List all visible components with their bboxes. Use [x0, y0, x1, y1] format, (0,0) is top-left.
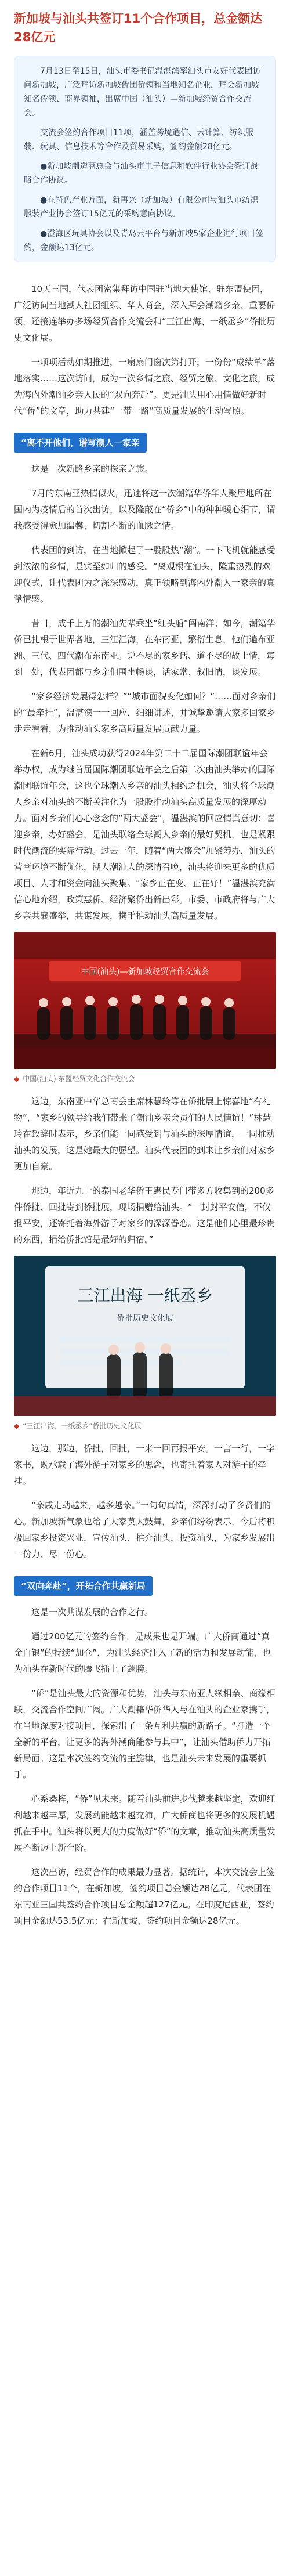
section-heading: “离不开他们，谱写潮人一家亲	[14, 433, 147, 453]
section-heading: “双向奔赴”，开拓合作共赢新局	[14, 1576, 153, 1596]
paragraph: 10天三国，代表团密集拜访中国驻当地大使馆、驻东盟使团，广泛访问当地潮人社团组织、华人商会，深入拜会潮籍乡亲、重要侨领，还接连举办多场经贸合作交流会和“三江出海、一纸丞乡”侨批历史文化展。	[14, 284, 276, 343]
paragraph: 那边，年近九十的泰国老华侨王惠民专门带多方收集到的200多件侨批、回批寄到侨批展，现场捐赠给汕头。“一封封平安信，不仅报平安，还寄托着海外游子对家乡的深深眷恋。这是他们心里最珍贵的东西，捐给侨批馆是最好的归宿。”	[14, 1186, 276, 1245]
paragraph: 一项项活动如期推进，一扇扇门窗次第打开，一份份“成绩单”落地落实……这次访问，成为一次乡情之旅、经贸之旅、文化之旅，成为海内外潮汕乡亲人民的“双向奔赴”。更是汕头用心用情做好新时代“侨”的文章，助力共建“一带一路”高质量发展的生动写照。	[14, 357, 276, 416]
paragraph: 这是一次共谋发展的合作之行。	[31, 1607, 154, 1617]
paragraph: 心系桑梓，“侨”见未来。随着汕头前进步伐越来越坚定，欢迎红利越来越丰厚，发展动能越来越充沛，广大侨商也将更多的发展机遇抓在手中。汕头将以更大的力度做好“侨”的文章，推动汕头高质量发展不断迈上新台阶。	[14, 1794, 276, 1853]
paragraph: “家乡经济发展得怎样？”“城市面貌变化如何？”……面对乡亲们的“最牵挂”，温湛滨一一回应，细细讲述，并诚挚邀请大家多回家乡走走看看，为推动汕头家乡高质量发展贡献力量。	[14, 691, 276, 734]
paragraph: 7月的东南亚热情似火，迅速将这一次潮籍华侨华人聚居地所在国内为疫情后的首次出访，以及隆蔽在“侨乡”中的种种暖心细节，谓我感受得愈加温馨、切割不断的血脉之情。	[14, 488, 276, 531]
summary-bullet: ●在特色产业方面，新再兴（新加坡）有限公司与汕头市纺织服装产业协会签订15亿元的采购意向协议。	[24, 196, 259, 219]
paragraph: “亲戚走动越来，越多越亲。”一句句真情，深深打动了乡贤们的心。新加坡新气象也给了大家莫大鼓舞，乡亲们纷纷表示，今后将积极回家乡投资兴业，宣传汕头、推介汕头，投资汕头，为家乡发展出一份力、尽一份心。	[14, 1500, 276, 1559]
spacer	[0, 262, 290, 281]
paragraph: 在新6月，汕头成功获得2024年第二十二届国际潮团联谊年会举办权，成为继首届国际潮团联谊年会之后第二次由汕头举办的国际潮团联谊年会，这也全球潮人乡亲的汕头相约之机会，汕头将全球潮人乡亲对汕头的不断关注化为一股股推动汕头高质量发展的深厚动力。面对乡亲们心心念念的“两大盛会”，温湛滨的回应情真意切：喜迎乡亲，办好盛会，是汕头联络全球潮人乡亲的最好契机，也是紧跟时代潮流的实际行动。过去一年，随着“两大盛会”加紧筹办，汕头的营商环境不断优化，潮人潮汕人的深情召唤，汕头将迎来更多的优质项目、人才和资金向汕头聚集。“家乡正在变、正在好！”温湛滨充满信心地介绍，政策惠侨、经济聚侨出新出彩。市委、市政府将与广大乡亲共襄盛举，共谋发展，携手推动汕头高质量发展。	[14, 748, 276, 921]
paragraph: 这边，东南亚中华总商会主席林慧玲等在侨批展上惊喜地“有礼物”，“家乡的领导给我们带来了潮汕乡亲会员们的人民情谊！”林慧玲在致辞时表示，乡亲们能一同感受到与汕头的深厚情谊，一同推动汕头的发展，这是她最大的愿望。汕头代表团的到来让乡亲们对家乡更加自豪。	[14, 1096, 276, 1172]
paragraph: 这边，那边，侨批，回批，一来一回再报平安。一言一行，一字家书，既承载了海外游子对家乡的思念，也寄托着家人对游子的牵挂。	[14, 1443, 276, 1486]
banner-text: 中国(汕头)—新加坡经贸合作交流会	[81, 967, 209, 977]
caption-text: “三江出海，一纸丞乡”侨批历史文化展	[23, 1422, 142, 1430]
summary-paragraph: 7月13日至15日，汕头市委书记温湛滨率汕头市友好代表团访问新加坡，广泛拜访新加坡侨团侨领和当地知名企业，拜会新加坡知名侨领、商界领袖，出席中国（汕头）—新加坡经贸合作交流会。	[24, 67, 261, 118]
exhibit-title: 三江出海 一纸丞乡	[77, 1286, 213, 1305]
paragraph: 这是一次新路乡亲的探亲之旅。	[31, 464, 154, 474]
article-title: 新加坡与汕头共签订11个合作项目，总金额达28亿元	[14, 12, 263, 44]
exhibition-photo	[14, 1256, 276, 1416]
caption-bullet-icon: ◆	[14, 1075, 20, 1083]
summary-paragraph: 交流会签约合作项目11项，涵盖跨境通信、云计算、纺织服装、玩具、信息技术等合作及贸易采购，签约金额28亿元。	[24, 128, 253, 151]
figure-1	[14, 932, 276, 1084]
paragraph: 这次出访，经贸合作的成果最为显著。据统计，本次交流会上签约合作项目11个，在新加坡，签约项目总金额达28亿元，代表团在东南亚三国共签约合作项目总金额超127亿元。在印度尼西亚，签约项目金额达53.5亿元；在新加坡，签约项目金额达28亿元。	[14, 1867, 276, 1926]
exhibit-subtitle: 侨批历史文化展	[117, 1314, 173, 1323]
figure-2	[14, 1256, 276, 1431]
event-photo	[14, 932, 276, 1069]
paragraph: 昔日，成千上万的潮汕先辈乘坐“红头船”闯南洋；如今，潮籍华侨已扎根于世界各地，三江汇海，在东南亚，繁衍生息，他们遍布亚洲、三代、四代潮布东南亚。说不尽的家乡话、道不尽的故土情，每到一处，代表团都与乡亲们围坐畅谈，话家常、叙旧情，谈发展。	[14, 618, 276, 677]
figure-caption	[14, 1421, 276, 1431]
paragraph: 代表团的到访，在当地掀起了一股股热“潮”。一下飞机就能感受到浓浓的乡情，是宾至如归的感受。“离观根在汕头，隆重热烈的欢迎仪式，让代表团为之深深感动，真正领略到海内外潮人一家亲的真挚情感。	[14, 545, 276, 604]
figure-caption	[14, 1074, 276, 1084]
paragraph: “侨”是汕头最大的资源和优势。汕头与东南亚人缘相亲、商缘相联，交流合作空间广阔。广大潮籍华侨华人与在汕头的企业家携手，在当地深度对接项目，探索出了一条互利共赢的新路子。“打造一个全新的平台，让更多的海外潮商能参与其中”，让汕头借助侨力开拓新局面。这是本次签约交流的主旋律，也是汕头未来发展的重要抓手。	[14, 1688, 276, 1780]
summary-bullet: ●澄海区玩具协会以及青岛云平台与新加坡5家企业进行项目签约，金额达13亿元。	[24, 229, 264, 252]
summary-bullet: ●新加坡制造商总会与汕头市电子信息和软件行业协会签订战略合作协议。	[24, 162, 259, 185]
summary-card	[14, 56, 276, 262]
caption-bullet-icon: ◆	[14, 1422, 20, 1430]
caption-text: 中国(汕头)·东盟经贸文化合作交流会	[23, 1075, 135, 1083]
paragraph: 通过200亿元的签约合作，是成果也是开端。广大侨商通过“真金白银”的持续“加仓”，为汕头经济注入了新的活力和发展动能，也为汕头在新时代的腾飞插上了翅膀。	[14, 1631, 271, 1674]
title-section	[0, 0, 290, 51]
article-body	[0, 281, 290, 1929]
